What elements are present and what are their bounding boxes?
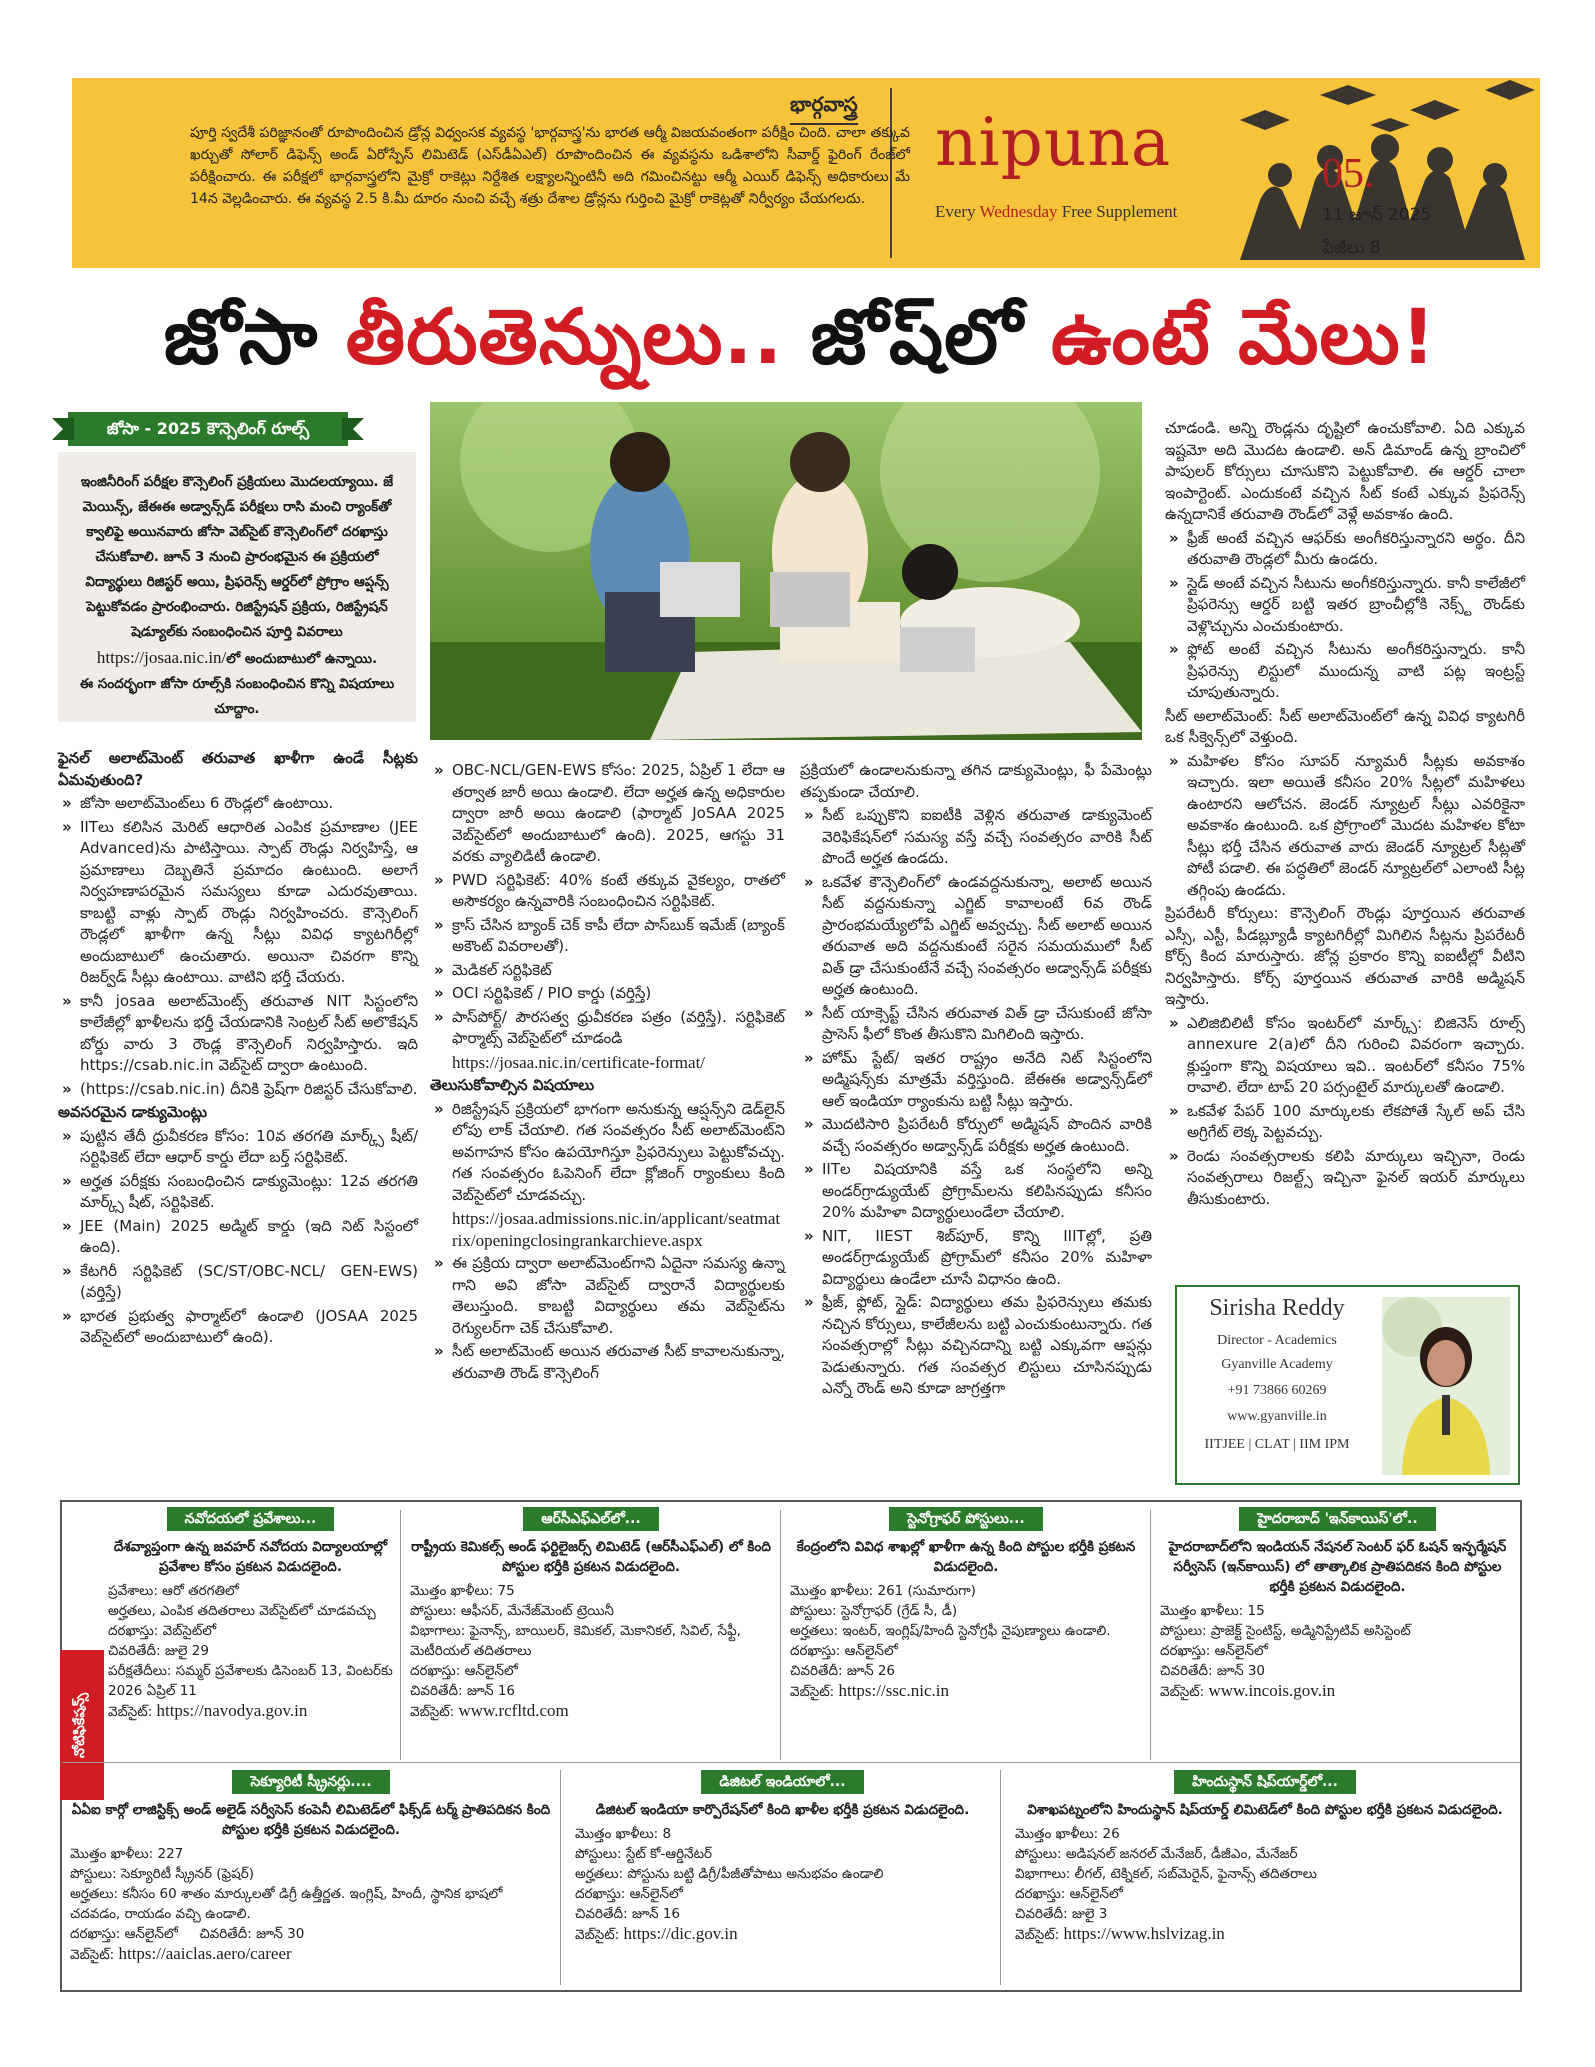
author-role: Director - Academics [1217,1333,1337,1348]
notice-row: మొత్తం ఖాళీలు: 75 [410,1583,515,1599]
certificate-format-link[interactable]: https://josaa.nic.in/certificate-format/ [452,1052,706,1072]
notice-row: మొత్తం ఖాళీలు: 15 [1160,1603,1265,1619]
intro-url[interactable]: https://josaa.nic.in/ [96,648,227,667]
notice-row: విభాగాలు: లీగల్, టెక్నికల్, సబ్‌మెరైన్, ఫైనాన్స్ తదితరాలు [1015,1866,1317,1882]
list-item: » OCI సర్టిఫికెట్ / PIO కార్డు (వర్తిస్తే) [430,983,785,1005]
list-item: » రిజిస్ట్రేషన్ ప్రక్రియలో భాగంగా అనుకున్న ఆప్షన్స్‌ని డెడ్‌లైన్ లోపు లాక్ చేయాలి. గత సంవత్సరం సీట్ అలాట్‌మెంట్‌ని అవగాహన కోసం ఉపయోగిస్తూ ప్రిఫరెన్సులు పెట్టుకోవచ్చు. గత సంవత్సరం ఓపెనింగ్ లేదా క్లోజింగ్ ర్యాంకులు కింది వెబ్‌సైట్‌లో చూడవచ్చు. [430,1099,785,1207]
notice-row: మొత్తం ఖాళీలు: 261 (సుమారుగా) [790,1583,976,1599]
notice-row: మొత్తం ఖాళీలు: 26 [1015,1826,1120,1842]
notice-row: మొత్తం ఖాళీలు: 227 [70,1846,184,1862]
list-item: » ఒకవేళ కౌన్సెలింగ్‌లో ఉండవద్దనుకున్నా, అలాట్ అయిన సీట్ వద్దనుకున్నా ఎగ్జిట్ కావాలంటే 6వ రౌండ్ ప్రారంభమయ్యేలోపే ఎగ్జిట్ అవ్వచ్చు. సీట్ అలాట్ అయిన తరువాత అది వద్దనుకుంటే సరైన సమయములో సీట్ విత్ డ్రా చేసుకుంటేనే వచ్చే సంవత్సరం అడ్వాన్స్‌డ్ పరీక్షకు అర్హత ఉంటుంది. [800,872,1152,1001]
notice-website-row [790,1681,1142,1702]
headline-part3: జోష్‌లో [810,292,1051,381]
headline [60,292,1540,400]
notice-desc: విశాఖపట్నంలోని హిందుస్థాన్ షిప్‌యార్డ్ లిమిటెడ్‌లో కింది పోస్టుల భర్తీకి ప్రకటన విడుదలైంది. [1027,1802,1503,1818]
headline-part2: తీరుతెన్నులు.. [345,292,811,381]
divider [400,1510,401,1760]
notice-website[interactable]: https://dic.gov.in [623,1924,738,1943]
students-with-laptops-photo [430,402,1142,740]
paragraph: సీట్ అలాట్‌మెంట్: సీట్ అలాట్‌మెంట్‌లో ఉన్న వివిధ క్యాటగిరీ ఒక సీక్వెన్స్‌లో వెళ్తుంది. [1165,706,1525,746]
notice-row: మొత్తం ఖాళీలు: 8 [575,1826,672,1842]
notice-row: ప్రవేశాలు: ఆరో తరగతిలో [108,1583,239,1599]
notice-row: చివరితేదీ: జూన్ 30 [1160,1663,1266,1679]
list-item: » జోసా అలాట్‌మెంట్‌లు 6 రౌండ్లలో ఉంటాయి. [58,793,418,815]
list-item: » OBC-NCL/GEN-EWS కోసం: 2025, ఏప్రిల్ 1 లేదా ఆ తర్వాత జారీ అయి ఉండాలి. లేదా అర్హత ఉన్న అధికారుల ద్వారా జారీ అయి ఉండాలి (ఫార్మాట్ JoSAA 2025 వెబ్‌సైట్‌లో అందుబాటులో ఉంది). 2025, ఆగస్టు 31 వరకు వ్యాలిడిటీ ఉండాలి. [430,760,785,868]
notice-website[interactable]: https://www.hslvizag.in [1063,1924,1225,1943]
list-item: » అర్హత పరీక్షకు సంబంధించిన డాక్యుమెంట్లు: 12వ తరగతి మార్క్స్ షీట్, సర్టిఫికెట్. [58,1171,418,1214]
nipuna-logo: nipuna [935,104,1172,181]
notice-incois [1160,1507,1515,1702]
notice-row: పోస్టులు: స్టెనోగ్రాఫర్ (గ్రేడ్ సీ, డీ) [790,1603,958,1619]
notice-title: డిజిటల్ ఇండియాలో... [701,1770,863,1794]
logo-block [935,104,1215,260]
website-label: వెబ్‌సైట్: [790,1684,839,1700]
notice-desc: దేశవ్యాప్తంగా ఉన్న జవహర్ నవోదయ విద్యాలయాల్లో ప్రవేశాల కోసం ప్రకటన విడుదలైంది. [113,1539,388,1575]
author-phone: +91 73866 60269 [1227,1383,1327,1398]
notice-website[interactable]: https://navodya.gov.in [156,1701,308,1720]
notice-desc: డిజిటల్ ఇండియా కార్పొరేషన్‌లో కింది ఖాళీల భర్తీకి ప్రకటన విడుదలైంది. [595,1802,970,1818]
page-count: పేజీలు 8 [1322,238,1381,258]
notice-desc: హైదరాబాద్‌లోని ఇండియన్ నేషనల్ సెంటర్ ఫర్ ఓషన్ ఇన్ఫర్మేషన్ సర్వీసెస్ (ఇన్‌కాయిస్) లో తాత్కాలిక ప్రాతిపదికన కింది పోస్టుల భర్తీకి ప్రకటన విడుదలైంది. [1168,1539,1507,1595]
notifications-label: నోటిఫికేషన్స్ [72,1692,89,1758]
notice-website[interactable]: www.incois.gov.in [1208,1681,1336,1700]
notice-row: అర్హతలు: పోస్టును బట్టి డిగ్రీ/పీజీతోపాటు అనుభవం ఉండాలి [575,1866,884,1882]
notice-row: పోస్టులు: స్టేట్ కో-ఆర్డినేటర్ [575,1846,713,1862]
notice-website-row [108,1701,393,1722]
website-label: వెబ్‌సైట్: [1015,1927,1064,1943]
notice-row: దరఖాస్తు: వెబ్‌సైట్‌లో [108,1623,217,1639]
divider [1000,1770,1001,1985]
docs-heading: అవసరమైన డాక్యుమెంట్లు [58,1103,208,1121]
notice-row: పరీక్షతేదీలు: సమ్మర్ ప్రవేశాలకు డిసెంబర్ 13, వింటర్‌కు 2026 ఏప్రిల్ 11 [108,1663,393,1699]
notice-row: చివరితేదీ: జులై 29 [108,1643,209,1659]
notice-navodaya [108,1507,393,1722]
notice-row: పోస్టులు: ప్రాజెక్ట్ సైంటిస్ట్, అడ్మినిస్ట్రేటివ్ అసిస్టెంట్ [1160,1623,1411,1639]
website-label: వెబ్‌సైట్: [410,1704,459,1720]
paragraph: చూడండి. అన్ని రౌండ్లను దృష్టిలో ఉంచుకోవాలి. ఏది ఎక్కువ ఇష్టమో అది మొదట ఉండాలి. అన్ డిమాండ్ ఉన్న బ్రాంచిలో పాపులర్ కోర్సులు చూసుకొని పెట్టుకోవాలి. ఈ ఆర్డర్ చాలా ఇంపార్టెంట్. ఎందుకంటే వచ్చిన సీట్ కంటే ఎక్కువ ప్రిఫరెన్స్ ఉన్నదానికే తరువాతి రౌండ్‌లో వెళ్లే అవకాశం ఉంది. [1165,419,1525,523]
author-photo [1382,1297,1510,1475]
column-4 [1165,418,1525,1212]
notice-row: చివరితేదీ: జులై 3 [1015,1906,1108,1922]
notice-desc: ఏఏఐ కార్గో లాజిస్టిక్స్ అండ్ అలైడ్ సర్వీసెస్ కంపెనీ లిమిటెడ్‌లో ఫిక్స్‌డ్ టర్మ్ ప్రాతిపదికన కింది పోస్టుల భర్తీకి ప్రకటన విడుదలైంది. [71,1802,551,1838]
list-item: » మెడికల్ సర్టిఫికెట్ [430,960,785,982]
notice-row: దరఖాస్తు: ఆన్‌లైన్‌లో [790,1643,898,1659]
tagline [935,202,1215,222]
notice-row: పోస్టులు: అడిషనల్ జనరల్ మేనేజర్, డీజీఎం, మేనేజర్ [1015,1846,1298,1862]
notice-row: చివరితేదీ: జూన్ 16 [575,1906,681,1922]
author-org: Gyanville Academy [1221,1357,1333,1372]
issue-date: 11 జూన్ 2025 [1322,205,1432,225]
list-item: » ఫ్రీజ్, ఫ్లోట్, స్లైడ్: విద్యార్థులు తమ ప్రిఫరెన్సులు తమకు నచ్చిన కోర్సులు, కాలేజీలను బట్టి ఎంచుకుంటున్నారు. గత సంవత్సరాల్లో సీట్లు వచ్చినదాన్ని బట్టి ఎక్కువగా ఆప్షన్లు పెడుతున్నారు. గత సంవత్సర లిస్టులు చూసినప్పుడు ఎన్నో రౌండ్ అని కూడా జాగ్రత్తగా [800,1292,1152,1400]
tagline-day: Wednesday [979,202,1058,221]
list-item: » మహిళల కోసం సూపర్ న్యూమరీ సీట్లకు అవకాశం ఇచ్చారు. ఇలా అయితే కనీసం 20% సీట్లలో మహిళలు ఉంటారని ఆలోచన. జెండర్ న్యూట్రల్ సీట్లు ఎవరికైనా అవకాశం ఉంటుంది. ఒక ప్రోగ్రాంలో మొదట మహిళల కోటా సీట్లు భర్తీ చేసిన తరువాత వారు జెండర్ న్యూట్రల్ సీట్లతో పోటీ పడాలి. ఈ పద్ధతిలో జెండర్ న్యూట్రల్‌లో ఎలాంటి సీట్ల తగ్గింపు ఉండదు. [1165,751,1525,902]
graduates-silhouette-icon [1220,80,1540,260]
list-item: » మొదటిసారి ప్రిపరేటరీ కోర్సులో అడ్మిషన్ పొందిన వారికి వచ్చే సంవత్సరం అడ్వాన్స్‌డ్ పరీక్షకు అర్హత ఉంటుంది. [800,1114,1152,1157]
author-box [1175,1285,1520,1485]
rank-archive-link[interactable]: https://josaa.admissions.nic.in/applicant/seatmatrix/openingclosingrankarchieve.aspx [452,1209,781,1250]
notice-website[interactable]: https://ssc.nic.in [838,1681,949,1700]
intro-box [58,452,416,722]
divider [560,1770,561,1985]
column-3 [800,760,1152,1402]
notice-ssc [790,1507,1142,1702]
list-item: » రెండు సంవత్సరాలకు కలిపి మార్కులు ఇచ్చినా, రెండు సంవత్సరాలు రిజల్ట్స్ ఇచ్చినా ఫైనల్ ఇయర్ మార్కులు తీసుకుంటారు. [1165,1146,1525,1211]
author-tags: IITJEE | CLAT | IIM IPM [1204,1437,1350,1452]
list-item: » PWD సర్టిఫికెట్: 40% కంటే తక్కువ వైకల్యం, రాతలో అసౌకర్యం ఉన్నవారికి సంబంధించిన సర్టిఫికెట్. [430,870,785,913]
notice-row: దరఖాస్తు: ఆన్‌లైన్‌లో [1015,1886,1123,1902]
notice-row: అర్హతలు: కనీసం 60 శాతం మార్కులతో డిగ్రీ ఉత్తీర్ణత. ఇంగ్లిష్, హిందీ, స్థానిక భాషలో చదవడం, రాయడం వచ్చి ఉండాలి. [70,1886,503,1922]
notice-title: ఆర్‌సీఎఫ్‌ఎల్‌లో... [523,1507,658,1531]
tagline-pre: Every [935,202,980,221]
notice-rcfl [410,1507,772,1722]
notice-title: హైదరాబాద్ 'ఇన్‌కాయిస్'లో.. [1239,1507,1435,1531]
list-item: » JEE (Main) 2025 అడ్మిట్ కార్డు (ఇది నిట్ సిస్టంలో ఉంది). [58,1216,418,1259]
notice-row: పోస్టులు: సెక్యూరిటీ స్క్రీనర్ (ఫ్రెషర్) [70,1866,255,1882]
section-ribbon: జోసా - 2025 కౌన్సెలింగ్ రూల్స్ [68,412,348,446]
notice-row: చివరితేదీ: జూన్ 16 [410,1683,516,1699]
notice-row: దరఖాస్తు: ఆన్‌లైన్‌లో [410,1663,518,1679]
notice-website-row [70,1944,552,1965]
notice-security-screeners [70,1770,552,1965]
notice-website-row [1160,1681,1515,1702]
list-item: » IITల విషయానికి వస్తే ఒక సంస్థలోని అన్ని అండర్‌గ్రాడ్యుయేట్ ప్రోగ్రామ్‌లను కలిపినప్పుడు కనీసం 20% మహిళా విద్యార్థులుండేలా చేయాలి. [800,1159,1152,1224]
issue-number: 05. [1322,151,1375,197]
divider [62,1762,1520,1763]
list-item: » ఎలిజిబిలిటీ కోసం ఇంటర్‌లో మార్క్స్: బిజినెస్ రూల్స్ annexure 2(a)లో దీని గురించి వివరంగా ఇచ్చారు. క్లుప్తంగా కొన్ని విషయాలు ఇవి.. ఇంటర్‌లో కనీసం 75% రావాలి. లేదా టాప్ 20 పర్సంటైల్ మార్కులతో ఉండాలి. [1165,1013,1525,1099]
website-label: వెబ్‌సైట్: [575,1927,624,1943]
intro-url-tail: లో అందుబాటులో ఉన్నాయి. [226,651,378,667]
list-item: » సీట్ ఒప్పుకొని ఐఐటీకి వెళ్లిన తరువాత డాక్యుమెంట్ వెరిఫికేషన్‌లో సమస్య వస్తే వచ్చే సంవత్సరం వారికి సీట్ పొందే అర్హత ఉండదు. [800,805,1152,870]
list-item: » సీట్ యాక్సెప్ట్ చేసిన తరువాత విత్ డ్రా చేసుకుంటే జోసా ప్రాసెస్ ఫీలో కొంత తీసుకొని మిగిలింది ఇస్తారు. [800,1003,1152,1046]
list-item: » భారత ప్రభుత్వ ఫార్మాట్‌లో ఉండాలి (JOSAA 2025 వెబ్‌సైట్‌లో అందుబాటులో ఉంది). [58,1306,418,1349]
website-label: వెబ్‌సైట్: [1160,1684,1209,1700]
paragraph: ప్రిపరేటరీ కోర్సులు: కౌన్సెలింగ్ రౌండ్లు పూర్తయిన తరువాత ఎస్సీ, ఎస్టీ, పీడబ్ల్యూడీ క్యాటగిరీల్లో మిగిలిన సీట్లను ప్రిపరేటరీ కోర్స్ కింద మారుస్తారు. జోన్ల ప్రకారం కొన్ని ఐఐటీల్లో వీటిని నిర్వహిస్తారు. కోర్స్ పూర్తయిన తరువాత వారికి అడ్మిషన్ ఇస్తారు. [1165,904,1525,1008]
notice-hindustan-shipyard [1015,1770,1515,1945]
list-item: » ఒకవేళ పేపర్ 100 మార్కులకు లేకపోతే స్కేల్ అప్ చేసి అగ్రిగేట్ లెక్క పెట్టవచ్చు. [1165,1101,1525,1144]
paragraph: ప్రక్రియలో ఉండాలనుకున్నా తగిన డాక్యుమెంట్లు, ఫీ పేమెంట్లు తప్పకుండా చేయాలి. [800,761,1152,801]
notice-website-row [1015,1924,1515,1945]
headline-part1: జోసా [163,292,346,381]
divider [780,1510,781,1760]
author-name: Sirisha Reddy [1209,1295,1345,1321]
tagline-post: Free Supplement [1057,202,1178,221]
author-website[interactable]: www.gyanville.in [1227,1409,1327,1424]
bhargav-text: పూర్తి స్వదేశీ పరిజ్ఞానంతో రూపొందించిన డ్రోన్ల విధ్వంసక వ్యవస్థ 'భార్గవాస్త్ర'ను భారత ఆర్మీ విజయవంతంగా పరీక్షిం చింది. చాలా తక్కువ ఖర్చుతో సోలార్ డిఫెన్స్ అండ్ ఏరోస్పేస్ లిమిటెడ్ (ఎస్‌డీఏఎల్) రూపొందించిన ఈ వ్యవస్థను ఒడిశాలోని సీవార్డ్ ఫైరింగ్ రేంజ్‌లో పరీక్షించారు. ఈ పరీక్షలో భార్గవాస్త్రలోని మైక్రో రాకెట్లు నిర్దేశిత లక్ష్యాలన్నింటినీ అది గమించినట్టు ఆర్మీ ఎయిర్ డిఫెన్స్ అధికారులు మే 14న వెల్లడించారు. ఈ వ్యవస్థ 2.5 కి.మీ దూరం నుంచి వచ్చే శత్రు దేశాల డ్రోన్లను గుర్తించి మైక్రో రాకెట్లతో నిర్వీర్యం చేయగలదు. [190,125,910,207]
list-item: » సీట్ అలాట్‌మెంట్ అయిన తరువాత సీట్ కావాలనుకున్నా, తరువాతి రౌండ్ కౌన్సెలింగ్ [430,1341,785,1384]
notice-row: అర్హతలు: ఇంటర్, ఇంగ్లిష్/హిందీ స్టెనోగ్రఫీ నైపుణ్యాలు ఉండాలి. [790,1623,1111,1639]
list-item: » స్లైడ్ అంటే వచ్చిన సీటును అంగీకరిస్తున్నారు. కానీ కాలేజీలో ప్రిఫరెన్సు ఆర్డర్ బట్టి ఇతర బ్రాంచీల్లోకి నెక్స్ట్ రౌండ్‌కు వెళ్లొచ్చును ఎంచుకుంటారు. [1165,573,1525,638]
list-item: » ఫ్లోట్ అంటే వచ్చిన సీటును అంగీకరిస్తున్నారు. కానీ ప్రిఫరెన్సు లిస్టులో ముందున్న వాటి పట్ల ఇంట్రస్ట్ చూపుతున్నారు. [1165,639,1525,704]
notice-row: చివరితేదీ: జూన్ 26 [790,1663,896,1679]
notice-desc: కేంద్రంలోని వివిధ శాఖల్లో ఖాళీగా ఉన్న కింది పోస్టుల భర్తీకి ప్రకటన విడుదలైంది. [796,1539,1136,1575]
notice-desc: రాష్ట్రీయ కెమికల్స్ అండ్ ఫర్టిలైజర్స్ లిమిటెడ్ (ఆర్‌సీఎఫ్‌ఎల్) లో కింది పోస్టుల భర్తీకి ప్రకటన విడుదలైంది. [411,1539,771,1575]
list-item: » పాస్‌పోర్ట్/ పౌరసత్వ ధ్రువీకరణ పత్రం (వర్తిస్తే). సర్టిఫికెట్ ఫార్మాట్స్ వెబ్‌సైట్‌లో చూడండి [430,1007,785,1050]
list-item: » క్రాస్ చేసిన బ్యాంక్ చెక్ కాపీ లేదా పాస్‌బుక్ ఇమేజ్ (బ్యాంక్ అకౌంట్ వివరాలతో). [430,915,785,958]
notice-row: దరఖాస్తు: ఆన్‌లైన్‌లో [575,1886,683,1902]
divider [1150,1510,1151,1760]
list-item: » ఫ్రీజ్ అంటే వచ్చిన ఆఫర్‌కు అంగీకరిస్తున్నారని అర్థం. దీని తరువాతి రౌండ్లలో మీరు ఉండరు. [1165,528,1525,571]
notice-website[interactable]: www.rcfltd.com [458,1701,569,1720]
website-label: వెబ్‌సైట్: [108,1704,157,1720]
website-label: వెబ్‌సైట్: [70,1947,119,1963]
notice-website-row [575,1924,990,1945]
notice-row: విభాగాలు: ఫైనాన్స్, బాయిలర్, కెమికల్, మెకానికల్, సివిల్, సేఫ్టీ, మెటీరియల్ తదితరాలు [410,1623,741,1659]
notice-website-row [410,1701,772,1722]
list-item: » ఈ ప్రక్రియ ద్వారా అలాట్‌మెంట్‌గాని ఏదైనా సమస్య ఉన్నా గాని అవి జోసా వెబ్‌సైట్ ద్వారానే విద్యార్థులకు తెలుస్తుంది. కాబట్టి విద్యార్థులు తమ వెబ్‌సైట్‌ను రెగ్యులర్‌గా చెక్ చేసుకోవాలి. [430,1253,785,1339]
list-item: » కేటగిరీ సర్టిఫికెట్ (SC/ST/OBC-NCL/ GEN-EWS) (వర్తిస్తే) [58,1261,418,1304]
column-1 [58,748,418,1351]
things-to-know-heading: తెలుసుకోవాల్సిన విషయాలు [430,1076,595,1094]
notice-website[interactable]: https://aaiclas.aero/career [118,1944,292,1963]
notice-digital-india [575,1770,990,1945]
bhargav-title: భార్గవాస్త్ర [790,92,858,121]
list-item: » పుట్టిన తేదీ ధ్రువీకరణ కోసం: 10వ తరగతి మార్క్స్ షీట్/సర్టిఫికెట్ లేదా ఆధార్ కార్డు లేదా బర్త్ సర్టిఫికెట్. [58,1126,418,1169]
column-2 [430,760,785,1386]
q-vacant-seats: ఫైనల్ అలాట్‌మెంట్ తరువాత ఖాళీగా ఉండే సీట్లకు ఏమవుతుంది? [58,749,418,789]
notice-row: దరఖాస్తు: ఆన్‌లైన్‌లో చివరితేదీ: జూన్ 30 [70,1926,305,1942]
list-item: » కానీ josaa అలాట్‌మెంట్స్ తరువాత NIT సిస్టంలోని కాలేజీల్లో ఖాళీలను భర్తీ చేయడానికి సెంట్రల్ సీట్ అలొకేషన్ బోర్డు వారు 3 రౌండ్ల కౌన్సెలింగ్ నిర్వహిస్తారు. ఇది https://csab.nic.in వెబ్‌సైట్ ద్వారా ఉంటుంది. [58,991,418,1077]
intro-closing: ఈ సందర్భంగా జోసా రూల్స్‌కి సంబంధించిన కొన్ని విషయాలు చూద్దాం. [79,676,395,717]
headline-part4: ఉంటే మేలు! [1050,292,1437,381]
notice-title: హిందుస్థాన్ షిప్‌యార్డ్‌లో... [1174,1770,1356,1794]
notice-row: దరఖాస్తు: ఆన్‌లైన్‌లో [1160,1643,1268,1659]
list-item: » (https://csab.nic.in) దీనికి ఫ్రెష్‌గా రిజిస్టర్ చేసుకోవాలి. [58,1079,418,1101]
notice-row: పోస్టులు: ఆఫీసర్, మేనేజ్‌మెంట్ ట్రెయినీ [410,1603,615,1619]
notice-row: అర్హతలు, ఎంపిక తదితరాలు వెబ్‌సైట్‌లో చూడవచ్చు [108,1603,376,1619]
list-item: » హోమ్ స్టేట్/ ఇతర రాష్ట్రం అనేది నిట్ సిస్టంలోని అడ్మిషన్స్‌కు మాత్రమే వర్తిస్తుంది. జేఈఈ అడ్వాన్స్‌డ్‌లో ఆల్ ఇండియా ర్యాంకును బట్టి సీట్లు ఇస్తారు. [800,1048,1152,1113]
list-item: » NIT, IIEST శిబ్‌పూర్, కొన్ని IIITల్లో, ప్రతి అండర్‌గ్రాడ్యుయేట్ ప్రోగ్రామ్‌లో కనీసం 20% మహిళా విద్యార్థులు ఉండేలా చూసే విధానం ఉంది. [800,1226,1152,1291]
intro-text: ఇంజినీరింగ్ పరీక్షల కౌన్సెలింగ్ ప్రక్రియలు మొదలయ్యాయి. జే మెయిన్స్, జేఈఈ అడ్వాన్స్‌డ్ పరీక్షలు రాసి మంచి ర్యాంక్‌తో క్వాలిఫై అయినవారు జోసా వెబ్‌సైట్ కౌన్సెలింగ్‌లో దరఖాస్తు చేసుకోవాలి. జూన్ 3 నుంచి ప్రారంభమైన ఈ ప్రక్రియలో విద్యార్థులు రిజిస్టర్ అయి, ప్రిఫరెన్స్ ఆర్డర్‌లో ప్రోగ్రాం ఆప్షన్స్ పెట్టుకోవడం ప్రారంభించారు. రిజిస్ట్రేషన్ ప్రక్రియ, రిజిస్ట్రేషన్ షెడ్యూల్‌కు సంబంధించిన పూర్తి వివరాలు [80,474,394,640]
list-item: » IITలు కలిసిన మెరిట్ ఆధారిత ఎంపిక ప్రమాణాల (JEE Advanced)ను పాటిస్తాయి. స్పాట్ రౌండ్లు నిర్వహిస్తే, ఆ ప్రమాణాలు దెబ్బతినే ప్రమాదం ఉంటుంది. అలాగే నిర్వహణాపరమైన సమస్యలు కూడా ఎదురవుతాయి. కాబట్టి వాళ్లు స్పాట్ రౌండ్లు నిర్వహించరు. కౌన్సెలింగ్ రౌండ్లలో ఖాళీగా ఉన్న సీట్లు వివిధ క్యాటగిరీల్లో అందుబాటులో ఉంచుతారు. అయినా చివరగా కొన్ని రిజర్వ్‌డ్ సీట్లు ఉంటాయి. వాటిని భర్తీ చేయరు. [58,817,418,989]
notice-title: నవోదయలో ప్రవేశాలు... [167,1507,335,1531]
notice-title: సెక్యూరిటీ స్క్రీనర్లు.... [232,1770,389,1794]
notice-title: స్టెనోగ్రాఫర్ పోస్టులు... [889,1507,1043,1531]
